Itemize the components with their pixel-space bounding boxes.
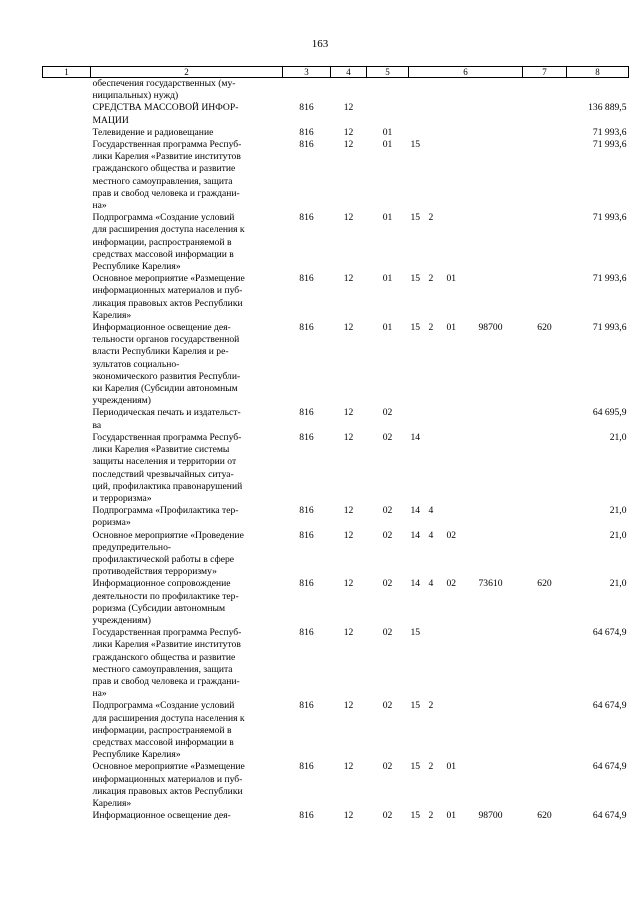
row-name-line: Подпрограмма «Профилактика тер-	[92, 505, 239, 517]
header-col-5: 5	[367, 67, 409, 78]
row-col-1	[43, 810, 91, 822]
row-amount: 21,0	[609, 505, 627, 517]
table-row	[43, 78, 629, 103]
header-col-7: 7	[523, 67, 567, 78]
row-name	[91, 700, 283, 761]
target-event: 01	[446, 810, 457, 822]
target-event: 02	[446, 578, 457, 590]
row-expense-type	[523, 530, 567, 579]
row-section-code	[331, 78, 367, 103]
row-expense-type	[523, 432, 567, 505]
table-row	[43, 810, 629, 822]
row-name	[91, 322, 283, 407]
header-row	[43, 67, 629, 78]
row-ministry-code: 816	[299, 761, 314, 773]
row-section-code: 12	[343, 810, 354, 822]
row-target-article	[409, 810, 523, 822]
row-target-article	[409, 102, 523, 126]
row-section-code: 12	[343, 627, 354, 639]
row-amount: 64 674,9	[592, 761, 627, 773]
row-name-line: тельности органов государственной	[92, 334, 240, 346]
page-number: 163	[311, 38, 329, 50]
table-row	[43, 273, 629, 322]
row-name-line: ки Карелия (Субсидии автономным	[92, 383, 238, 395]
row-section-code: 12	[343, 102, 354, 114]
target-subprogram: 2	[428, 700, 434, 712]
row-subsection-code: 01	[382, 322, 393, 334]
row-name-line: Подпрограмма «Создание условий	[92, 212, 235, 224]
row-name	[91, 505, 283, 529]
target-program: 15	[410, 700, 421, 712]
row-section-code: 12	[343, 761, 354, 773]
row-col-1	[43, 78, 91, 103]
row-name-line: ликация правовых актов Республики	[92, 785, 243, 797]
row-name-line: для расширения доступа населения к	[92, 712, 245, 724]
row-name-line: местного самоуправления, защита	[92, 175, 233, 187]
row-target-article	[409, 505, 523, 529]
row-name-line: последствий чрезвычайных ситуа-	[92, 468, 234, 480]
row-name-line: Подпрограмма «Создание условий	[92, 700, 235, 712]
table-row	[43, 407, 629, 431]
row-amount: 71 993,6	[592, 139, 627, 151]
row-name-line: и терроризма»	[92, 492, 152, 504]
header-col-6: 6	[409, 67, 523, 78]
row-name-line: Республике Карелия»	[92, 749, 181, 761]
budget-table	[42, 66, 629, 822]
row-name-line: лики Карелия «Развитие институтов	[92, 151, 241, 163]
row-expense-type	[523, 700, 567, 761]
row-name-line: Телевидение и радиовещание	[92, 126, 214, 138]
row-col-1	[43, 212, 91, 273]
row-col-1	[43, 505, 91, 529]
target-program: 15	[410, 212, 421, 224]
row-name-line: ниципальных) нужд)	[92, 90, 179, 102]
row-amount: 21,0	[609, 578, 627, 590]
target-program: 15	[410, 761, 421, 773]
row-col-1	[43, 407, 91, 431]
target-program: 14	[410, 431, 421, 443]
row-subsection-code: 02	[382, 810, 393, 822]
row-name-line: для расширения доступа населения к	[92, 224, 245, 236]
row-name-line: прав и свобод человека и граждани-	[92, 675, 240, 687]
row-name-line: ва	[92, 419, 102, 431]
row-amount: 71 993,6	[592, 126, 627, 138]
row-ministry-code: 816	[299, 102, 314, 114]
row-expense-type	[523, 505, 567, 529]
row-expense-type: 620	[537, 322, 552, 334]
row-name	[91, 78, 283, 103]
row-expense-type	[523, 102, 567, 126]
row-name-line: Основное мероприятие «Размещение	[92, 761, 245, 773]
table-row	[43, 127, 629, 139]
row-subsection-code: 01	[382, 139, 393, 151]
row-name-line: лики Карелия «Развитие системы	[92, 444, 230, 456]
row-name-line: противодействия терроризму»	[92, 566, 217, 578]
row-subsection-code: 02	[382, 431, 393, 443]
row-name-line: Информационное освещение дея-	[92, 810, 231, 822]
row-target-article	[409, 761, 523, 810]
row-expense-type	[523, 273, 567, 322]
row-name-line: ликация правовых актов Республики	[92, 297, 243, 309]
target-subprogram: 2	[428, 212, 434, 224]
row-name-line: Периодическая печать и издательст-	[92, 407, 241, 419]
table-row	[43, 505, 629, 529]
row-name-line: средствах массовой информации в	[92, 736, 234, 748]
target-subprogram: 4	[428, 505, 434, 517]
table-row	[43, 627, 629, 700]
row-target-article	[409, 700, 523, 761]
row-name-line: учреждениям)	[92, 614, 151, 626]
row-section-code: 12	[343, 407, 354, 419]
row-expense-type	[523, 139, 567, 212]
row-col-1	[43, 102, 91, 126]
row-ministry-code: 816	[299, 322, 314, 334]
row-name-line: власти Республики Карелия и ре-	[92, 346, 229, 358]
row-subsection-code: 02	[382, 505, 393, 517]
row-subsection-code: 02	[382, 529, 393, 541]
row-amount: 71 993,6	[592, 212, 627, 224]
row-col-1	[43, 432, 91, 505]
row-name-line: профилактической работы в сфере	[92, 553, 235, 565]
row-amount: 71 993,6	[592, 322, 627, 334]
row-ministry-code: 816	[299, 505, 314, 517]
target-direction: 98700	[478, 810, 503, 822]
row-name	[91, 273, 283, 322]
table-row	[43, 322, 629, 407]
row-ministry-code: 816	[299, 273, 314, 285]
row-target-article	[409, 139, 523, 212]
row-subsection-code: 02	[382, 407, 393, 419]
table-row	[43, 530, 629, 579]
target-program: 14	[410, 578, 421, 590]
row-ministry-code: 816	[299, 126, 314, 138]
row-section-code: 12	[343, 139, 354, 151]
row-name-line: средствах массовой информации в	[92, 248, 234, 260]
header-col-8: 8	[567, 67, 629, 78]
row-col-1	[43, 700, 91, 761]
row-amount: 71 993,6	[592, 273, 627, 285]
row-ministry-code: 816	[299, 627, 314, 639]
row-name-line: гражданского общества и развитие	[92, 163, 236, 175]
row-amount: 21,0	[609, 529, 627, 541]
row-target-article	[409, 78, 523, 103]
row-name	[91, 627, 283, 700]
row-section-code: 12	[343, 578, 354, 590]
row-subsection-code: 02	[382, 578, 393, 590]
row-name-line: обеспечения государственных (му-	[92, 78, 236, 89]
table-row	[43, 432, 629, 505]
row-section-code: 12	[343, 322, 354, 334]
row-col-1	[43, 127, 91, 139]
row-subsection-code	[367, 78, 409, 103]
row-amount: 64 674,9	[592, 700, 627, 712]
row-ministry-code: 816	[299, 700, 314, 712]
target-event: 02	[446, 529, 457, 541]
row-name	[91, 530, 283, 579]
row-col-1	[43, 530, 91, 579]
row-name-line: роризма (Субсидии автономным	[92, 602, 226, 614]
row-target-article	[409, 212, 523, 273]
row-name-line: деятельности по профилактике тер-	[92, 590, 239, 602]
row-expense-type: 620	[537, 810, 552, 822]
row-expense-type	[523, 127, 567, 139]
row-col-1	[43, 322, 91, 407]
table-row	[43, 761, 629, 810]
row-amount: 64 695,9	[592, 407, 627, 419]
row-ministry-code: 816	[299, 212, 314, 224]
target-subprogram: 2	[428, 322, 434, 334]
row-name-line: ций, профилактика правонарушений	[92, 480, 243, 492]
row-expense-type	[523, 761, 567, 810]
row-name	[91, 127, 283, 139]
row-section-code: 12	[343, 431, 354, 443]
row-name-line: Государственная программа Респуб-	[92, 139, 242, 151]
row-ministry-code: 816	[299, 529, 314, 541]
row-target-article	[409, 127, 523, 139]
row-name	[91, 578, 283, 627]
row-name-line: СРЕДСТВА МАССОВОЙ ИНФОР-	[92, 102, 239, 114]
target-program: 15	[410, 139, 421, 151]
target-subprogram: 2	[428, 273, 434, 285]
row-col-1	[43, 578, 91, 627]
row-name-line: информационных материалов и пуб-	[92, 773, 243, 785]
row-name-line: гражданского общества и развитие	[92, 651, 236, 663]
table-row	[43, 700, 629, 761]
row-ministry-code: 816	[299, 139, 314, 151]
row-target-article	[409, 627, 523, 700]
row-name	[91, 432, 283, 505]
row-name	[91, 407, 283, 431]
target-direction: 98700	[478, 322, 503, 334]
target-program: 15	[410, 810, 421, 822]
row-subsection-code: 02	[382, 700, 393, 712]
header-col-1: 1	[43, 67, 91, 78]
target-program: 14	[410, 505, 421, 517]
table-row	[43, 578, 629, 627]
row-subsection-code: 02	[382, 761, 393, 773]
header-col-3: 3	[283, 67, 331, 78]
row-target-article	[409, 407, 523, 431]
row-name	[91, 102, 283, 126]
row-subsection-code: 01	[382, 212, 393, 224]
row-name-line: Государственная программа Респуб-	[92, 431, 242, 443]
row-section-code: 12	[343, 273, 354, 285]
row-name-line: Республике Карелия»	[92, 261, 181, 273]
row-name-line: Информационное освещение дея-	[92, 322, 231, 334]
row-ministry-code: 816	[299, 431, 314, 443]
row-subsection-code: 01	[382, 273, 393, 285]
target-subprogram: 4	[428, 578, 434, 590]
row-name-line: Основное мероприятие «Размещение	[92, 273, 245, 285]
row-ministry-code: 816	[299, 810, 314, 822]
row-name-line: Карелия»	[92, 797, 132, 809]
row-expense-type	[523, 407, 567, 431]
row-expense-type	[523, 627, 567, 700]
row-subsection-code: 01	[382, 126, 393, 138]
row-col-1	[43, 273, 91, 322]
row-amount: 64 674,9	[592, 810, 627, 822]
row-ministry-code: 816	[299, 407, 314, 419]
row-amount: 136 889,5	[588, 102, 627, 114]
row-name-line: местного самоуправления, защита	[92, 663, 233, 675]
row-name	[91, 212, 283, 273]
row-expense-type: 620	[537, 578, 552, 590]
target-program: 15	[410, 627, 421, 639]
row-name-line: МАЦИИ	[92, 114, 129, 126]
target-subprogram: 2	[428, 761, 434, 773]
row-name-line: защиты населения и территории от	[92, 456, 237, 468]
row-name-line: Основное мероприятие «Проведение	[92, 529, 244, 541]
row-subsection-code	[367, 102, 409, 126]
row-name-line: экономического развития Республи-	[92, 370, 241, 382]
row-amount: 64 674,9	[592, 627, 627, 639]
table-row	[43, 139, 629, 212]
row-section-code: 12	[343, 700, 354, 712]
row-name-line: информации, распространяемой в	[92, 724, 232, 736]
row-name	[91, 761, 283, 810]
row-name-line: информационных материалов и пуб-	[92, 285, 243, 297]
row-target-article	[409, 530, 523, 579]
row-ministry-code	[283, 78, 331, 103]
table-row	[43, 102, 629, 126]
row-name-line: роризма»	[92, 517, 131, 529]
row-subsection-code: 02	[382, 627, 393, 639]
row-target-article	[409, 578, 523, 627]
row-target-article	[409, 273, 523, 322]
row-section-code: 12	[343, 529, 354, 541]
target-direction: 73610	[478, 578, 503, 590]
header-col-4: 4	[331, 67, 367, 78]
target-program: 15	[410, 322, 421, 334]
row-name-line: прав и свобод человека и граждани-	[92, 187, 240, 199]
row-ministry-code: 816	[299, 578, 314, 590]
row-name-line: Государственная программа Респуб-	[92, 627, 242, 639]
row-name-line: на»	[92, 688, 107, 700]
target-program: 15	[410, 273, 421, 285]
row-name-line: зультатов социально-	[92, 358, 180, 370]
row-name-line: Информационное сопровождение	[92, 578, 231, 590]
row-name-line: на»	[92, 200, 107, 212]
target-program: 14	[410, 529, 421, 541]
target-event: 01	[446, 273, 457, 285]
row-section-code: 12	[343, 505, 354, 517]
table-body	[43, 78, 629, 823]
header-col-2: 2	[91, 67, 283, 78]
row-section-code: 12	[343, 126, 354, 138]
target-event: 01	[446, 761, 457, 773]
row-name-line: лики Карелия «Развитие институтов	[92, 639, 241, 651]
row-expense-type	[523, 212, 567, 273]
row-section-code: 12	[343, 212, 354, 224]
row-name-line: учреждениям)	[92, 395, 151, 407]
row-col-1	[43, 139, 91, 212]
row-target-article	[409, 432, 523, 505]
target-subprogram: 2	[428, 810, 434, 822]
row-col-1	[43, 761, 91, 810]
row-name-line: предупредительно-	[92, 541, 172, 553]
row-amount	[567, 78, 629, 103]
table-row	[43, 212, 629, 273]
target-event: 01	[446, 322, 457, 334]
row-expense-type	[523, 78, 567, 103]
row-amount: 21,0	[609, 431, 627, 443]
row-name	[91, 810, 283, 822]
row-name-line: информации, распространяемой в	[92, 236, 232, 248]
row-name-line: Карелия»	[92, 309, 132, 321]
row-target-article	[409, 322, 523, 407]
row-name	[91, 139, 283, 212]
row-col-1	[43, 627, 91, 700]
target-subprogram: 4	[428, 529, 434, 541]
